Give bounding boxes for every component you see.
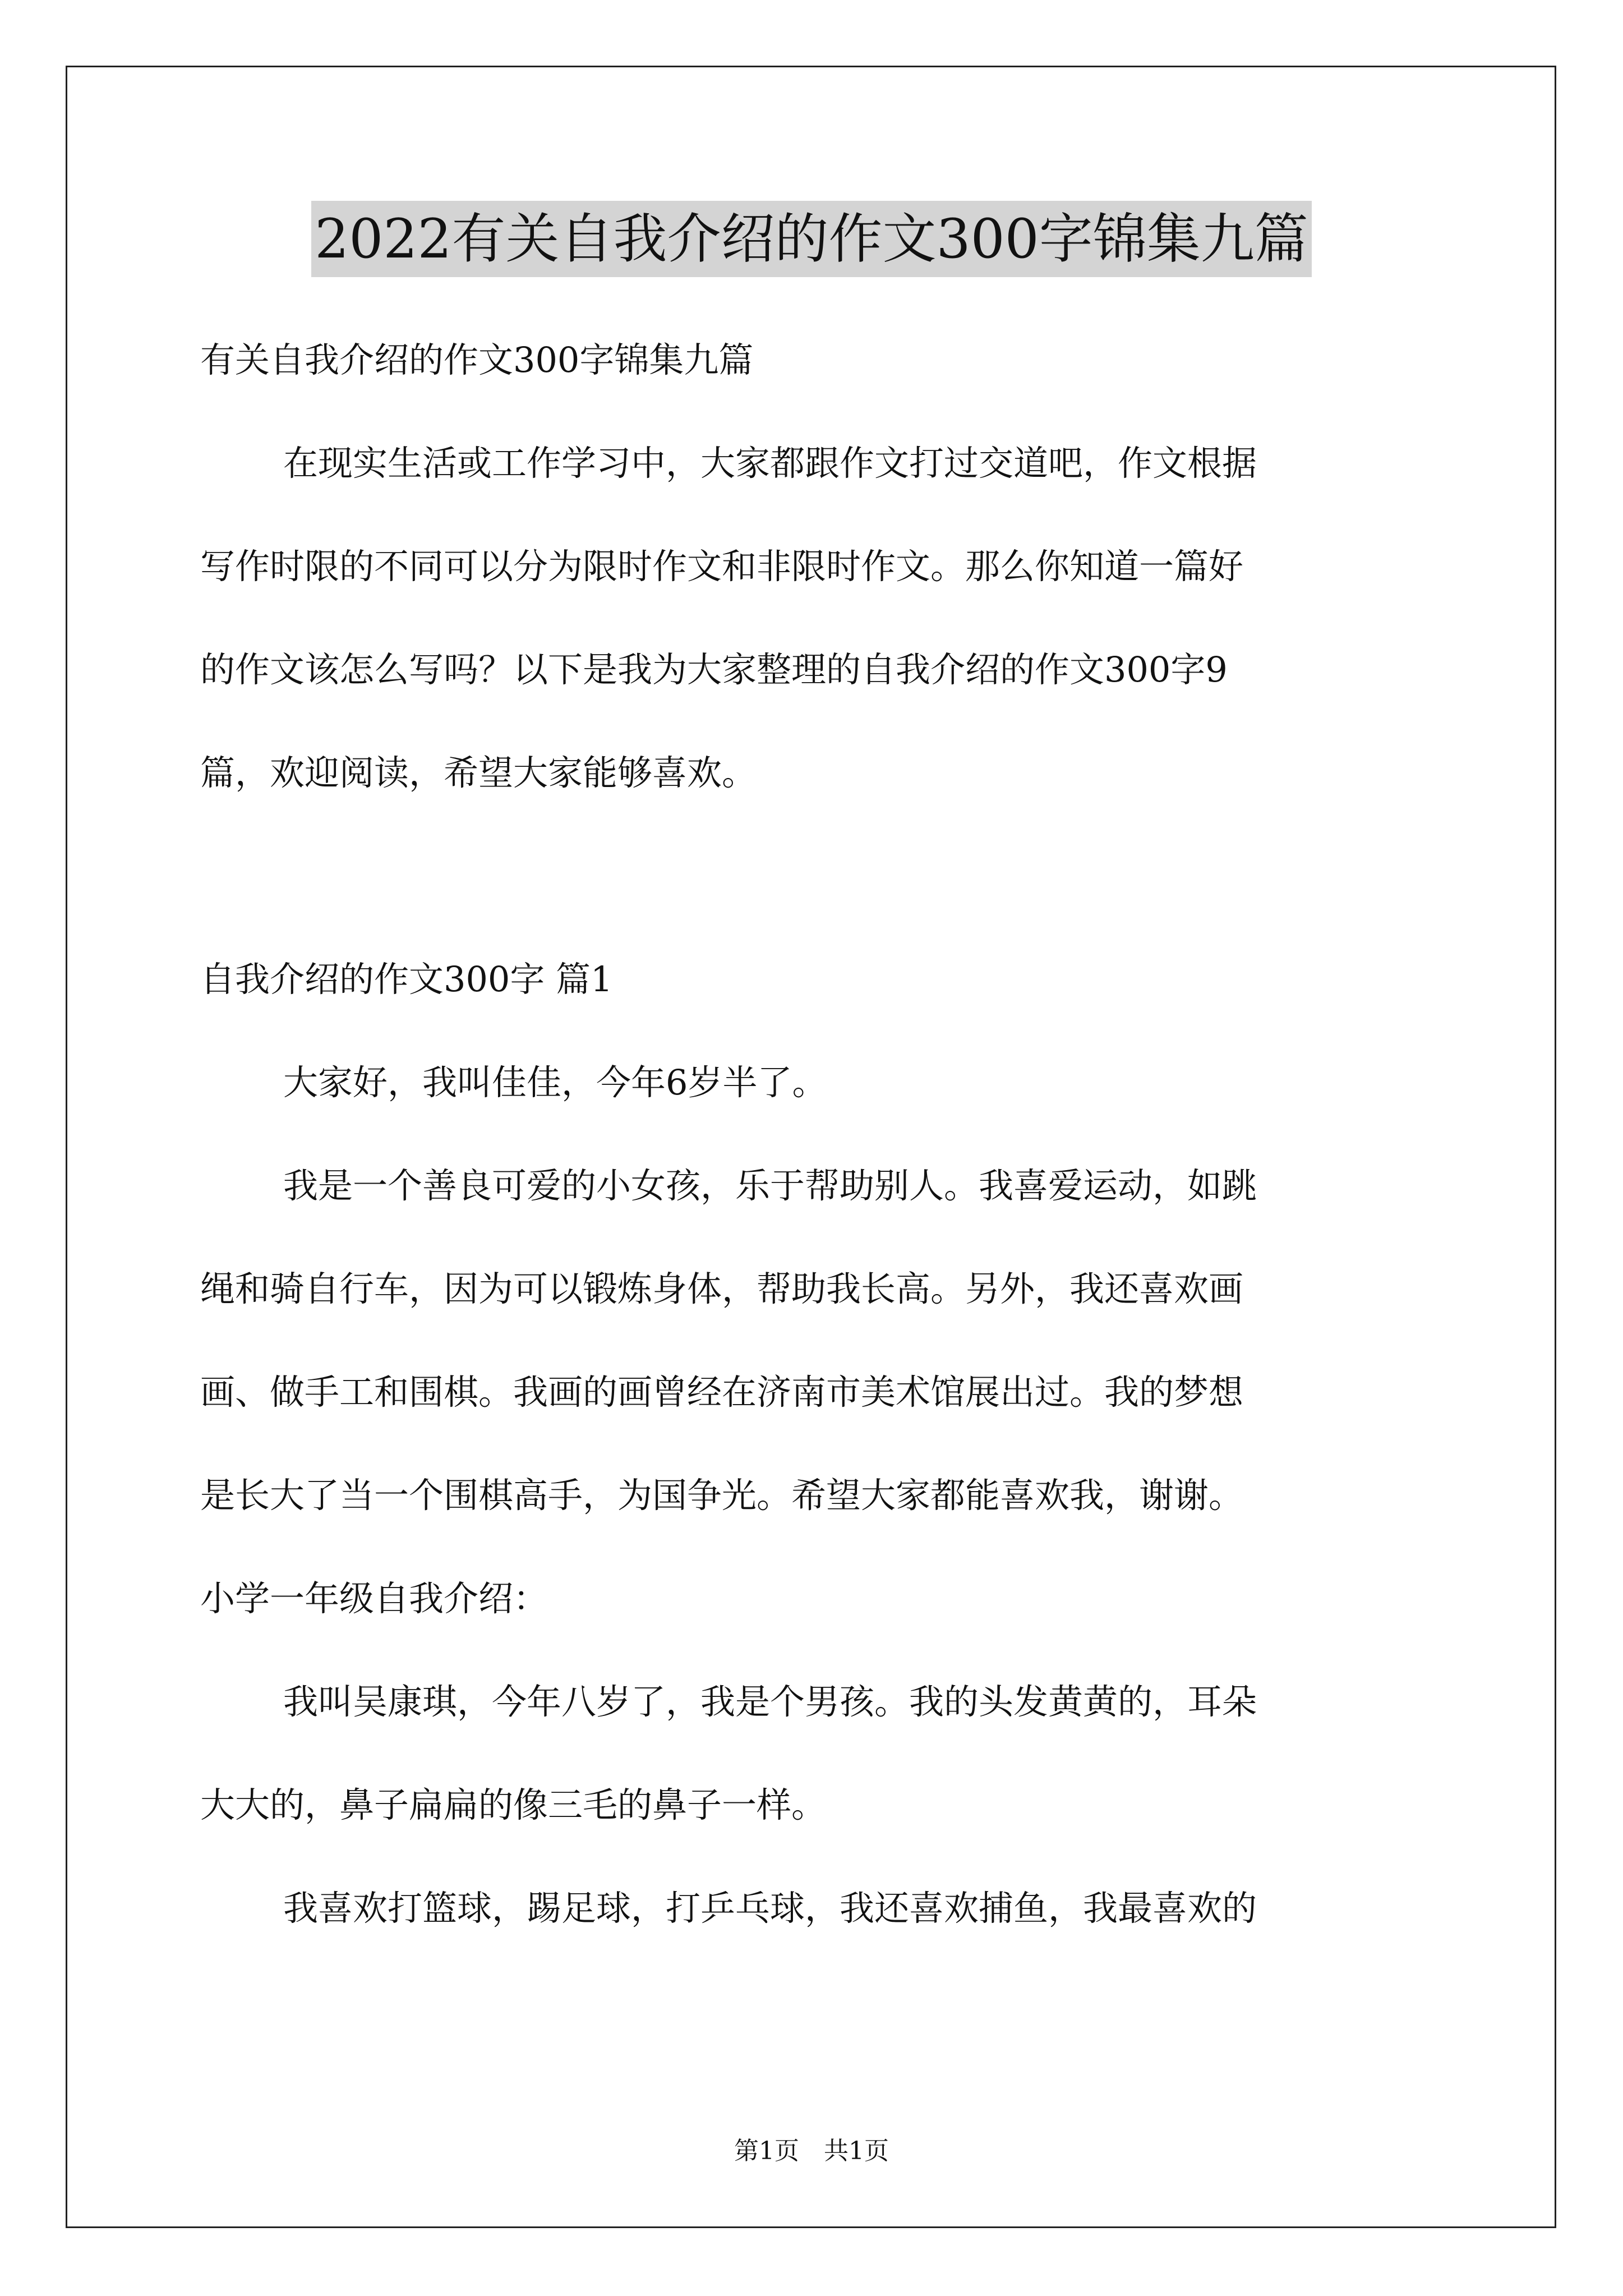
paragraph-line: 我喜欢打篮球，踢足球，打乒乓球，我还喜欢捕鱼，我最喜欢的: [283, 1888, 1257, 1929]
paragraph-line: 篇，欢迎阅读，希望大家能够喜欢。: [200, 752, 757, 793]
paragraph-line: 绳和骑自行车，因为可以锻炼身体，帮助我长高。另外，我还喜欢画: [200, 1268, 1244, 1309]
title-container: [0, 201, 1623, 277]
page-footer: [0, 2134, 1623, 2168]
document-body: [200, 309, 1434, 1960]
paragraph-line: 画、做手工和围棋。我画的画曾经在济南市美术馆展出过。我的梦想: [200, 1372, 1244, 1412]
paragraph-line: 的作文该怎么写吗？以下是我为大家整理的自我介绍的作文300字9: [200, 649, 1228, 690]
page-number: 第1页 共1页: [734, 2137, 889, 2165]
document-title: 2022有关自我介绍的作文300字锦集九篇: [311, 201, 1312, 277]
paragraph-line: 大大的，鼻子扁扁的像三毛的鼻子一样。: [200, 1784, 827, 1825]
paragraph-line: 是长大了当一个围棋高手，为国争光。希望大家都能喜欢我，谢谢。: [200, 1475, 1244, 1516]
paragraph-line: 在现实生活或工作学习中，大家都跟作文打过交道吧，作文根据: [283, 443, 1257, 484]
section-heading: 小学一年级自我介绍：: [200, 1578, 548, 1619]
section-heading: 自我介绍的作文300字 篇1: [200, 959, 613, 1000]
paragraph-line: 我是一个善良可爱的小女孩，乐于帮助别人。我喜爱运动，如跳: [283, 1165, 1257, 1206]
paragraph-line: 我叫吴康琪，今年八岁了，我是个男孩。我的头发黄黄的，耳朵: [283, 1681, 1257, 1722]
paragraph-line: 写作时限的不同可以分为限时作文和非限时作文。那么你知道一篇好: [200, 546, 1244, 587]
paragraph-line: 大家好，我叫佳佳，今年6岁半了。: [283, 1062, 827, 1103]
subtitle-line: 有关自我介绍的作文300字锦集九篇: [200, 339, 754, 380]
paragraph-gap: [200, 825, 1434, 928]
